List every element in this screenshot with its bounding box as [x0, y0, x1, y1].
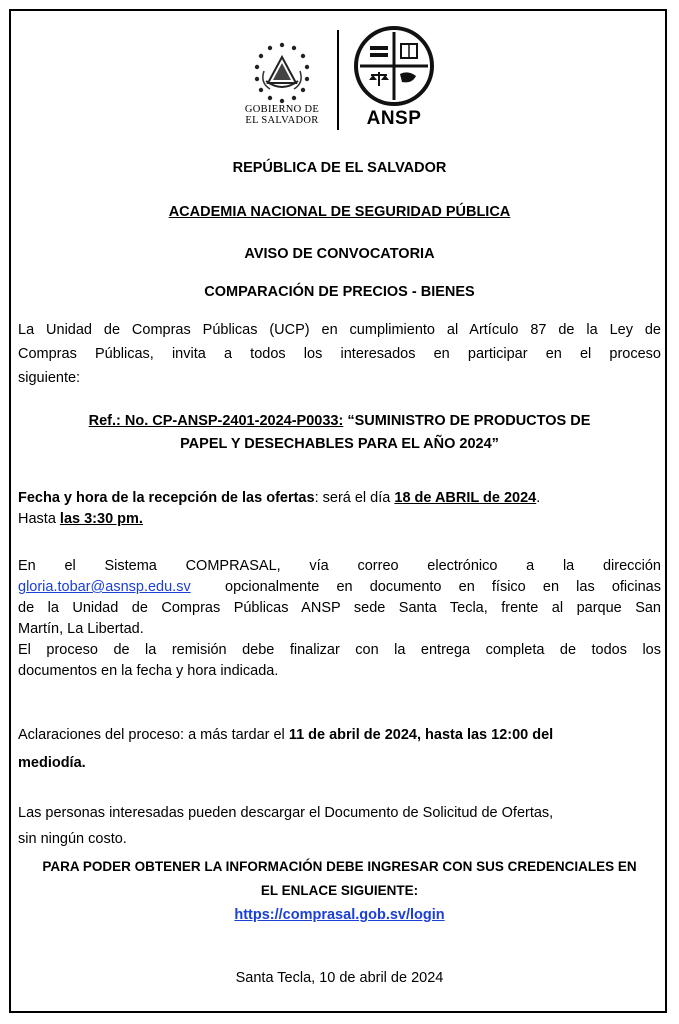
reference-title: “SUMINISTRO DE PRODUCTOS DE: [347, 413, 591, 429]
delivery-line: En el Sistema COMPRASAL, vía correo electrónico a la dirección: [18, 558, 661, 574]
reception-label: Fecha y hora de la recepción de las ofertas: [18, 490, 315, 506]
delivery-paragraph: [18, 556, 661, 682]
government-logo-text: GOBIERNO DE EL SALVADOR: [244, 104, 320, 126]
intro-line: Compras Públicas, invita a todos los interesados en participar en el proceso: [18, 346, 661, 362]
delivery-line: El proceso de la remisión debe finalizar con la entrega completa de todos los: [18, 642, 661, 658]
delivery-line: documentos en la fecha y hora indicada.: [18, 663, 279, 679]
heading-republic: REPÚBLICA DE EL SALVADOR: [232, 160, 447, 176]
credentials-line: EL ENLACE SIGUIENTE:: [260, 883, 419, 898]
intro-paragraph: [18, 318, 661, 390]
intro-line: siguiente:: [18, 370, 81, 386]
logo-divider: [337, 30, 339, 130]
reception-paragraph: [18, 488, 661, 530]
intro-line: La Unidad de Compras Públicas (UCP) en cumplimiento al Artículo 87 de la Ley de: [18, 322, 661, 338]
reception-end: .: [536, 490, 541, 506]
reception-time: las 3:30 pm.: [59, 511, 143, 527]
ansp-emblem-icon: [352, 24, 436, 108]
download-paragraph: [18, 800, 661, 852]
reception-date: 18 de ABRIL de 2024: [394, 490, 537, 506]
email-link[interactable]: gloria.tobar@asnsp.edu.sv: [18, 579, 191, 595]
reference-block: [20, 410, 659, 456]
heading-academy: ACADEMIA NACIONAL DE SEGURIDAD PÚBLICA: [168, 204, 511, 220]
download-line: sin ningún costo.: [18, 831, 127, 847]
heading-notice: AVISO DE CONVOCATORIA: [244, 246, 435, 262]
reference-title-continued: PAPEL Y DESECHABLES PARA EL AÑO 2024”: [180, 436, 499, 452]
clarifications-paragraph: [18, 721, 661, 777]
credentials-block: [20, 855, 659, 927]
delivery-line: Martín, La Libertad.: [18, 621, 144, 637]
heading-procurement-type: COMPARACIÓN DE PRECIOS - BIENES: [204, 284, 475, 300]
download-line: Las personas interesadas pueden descargar el Documento de Solicitud de Ofertas,: [18, 805, 554, 821]
credentials-line: PARA PODER OBTENER LA INFORMACIÓN DEBE INGRESAR CON SUS CREDENCIALES EN: [42, 859, 637, 874]
reception-text: : será el día: [314, 490, 395, 506]
reception-until: Hasta: [18, 511, 60, 527]
reference-number: Ref.: No. CP-ANSP-2401-2024-P0033:: [88, 413, 344, 429]
place-and-date: Santa Tecla, 10 de abril de 2024: [235, 970, 444, 986]
clarifications-text: Aclaraciones del proceso: a más tardar el: [18, 727, 289, 743]
delivery-line: de la Unidad de Compras Públicas ANSP sede Santa Tecla, frente al parque San: [18, 600, 661, 616]
header-logos: [234, 22, 446, 134]
clarifications-deadline-end: mediodía.: [18, 755, 86, 771]
clarifications-deadline: 11 de abril de 2024, hasta las 12:00 del: [288, 727, 554, 743]
comprasal-login-link[interactable]: https://comprasal.gob.sv/login: [234, 907, 445, 923]
ansp-logo-text: ANSP: [366, 108, 422, 129]
delivery-line: gloria.tobar@asnsp.edu.sv opcionalmente en documento en físico en las oficinas: [18, 579, 662, 595]
